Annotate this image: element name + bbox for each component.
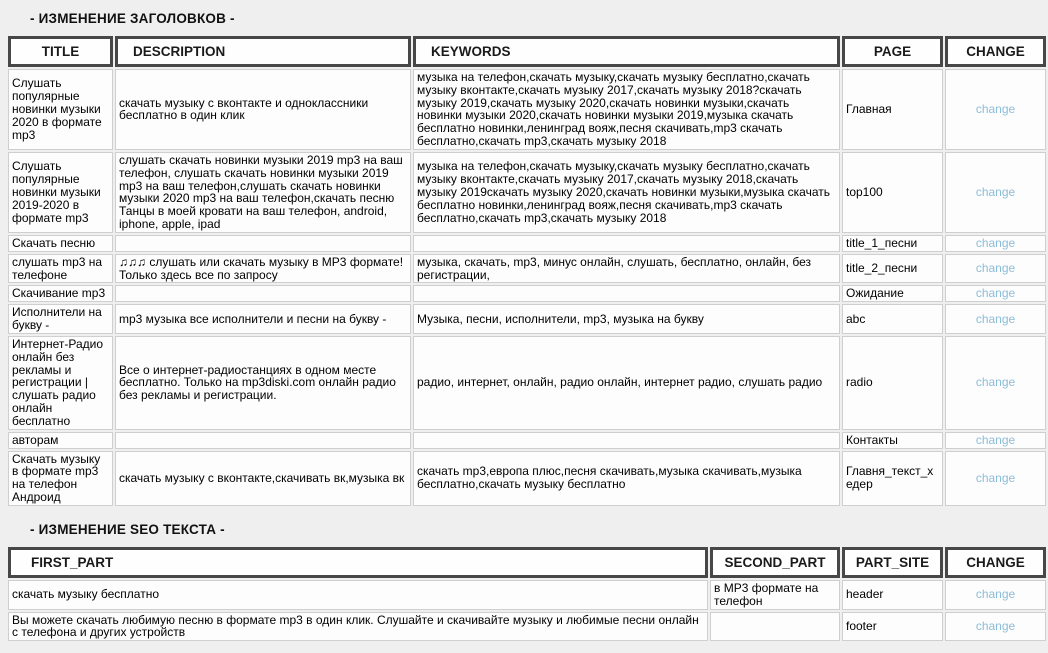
table-row: [8, 152, 1046, 233]
table-row: [8, 304, 1046, 334]
title-cell: Слушать популярные новинки музыки 2019-2020 в формате mp3: [8, 152, 113, 233]
change-cell: [945, 285, 1046, 302]
seo-table-header-row: [8, 547, 1046, 578]
table-row: [8, 235, 1046, 252]
headers-table-head: [8, 36, 1046, 67]
change-link[interactable]: change: [975, 470, 1016, 485]
table-row: [8, 254, 1046, 284]
description-cell: [115, 235, 411, 252]
change-cell: [945, 304, 1046, 334]
column-header-keywords: KEYWORDS: [413, 36, 840, 67]
second-part-cell: в MP3 формате на телефон: [710, 580, 840, 610]
part-site-cell: header: [842, 580, 943, 610]
column-header-page: PAGE: [842, 36, 943, 67]
description-cell: [115, 285, 411, 302]
first-part-cell: Вы можете скачать любимую песню в формате mp3 в один клик. Слушайте и скачивайте музыку и любимые песни онлайн с телефона и других устройств: [8, 612, 708, 642]
keywords-cell: радио, интернет, онлайн, радио онлайн, интернет радио, слушать радио: [413, 336, 840, 430]
change-cell: [945, 336, 1046, 430]
change-link[interactable]: change: [975, 102, 1016, 117]
description-cell: mp3 музыка все исполнители и песни на букву -: [115, 304, 411, 334]
change-cell: [945, 612, 1046, 642]
keywords-cell: [413, 285, 840, 302]
table-row: [8, 69, 1046, 150]
page-cell: Контакты: [842, 432, 943, 449]
title-cell: авторам: [8, 432, 113, 449]
title-cell: Слушать популярные новинки музыки 2020 в формате mp3: [8, 69, 113, 150]
keywords-cell: музыка на телефон,скачать музыку,скачать музыку бесплатно,скачать музыку вконтакте,скачать музыку 2017,скачать музыку 2018?скачать музыку 2019,скачать музыку 2020,скачать новинки музыки,скачать новинки музыки 2020,скачать новинки музыки 2019,музыка скачать бесплатно новинки,ленинград вояж,песня скачивать,mp3 скачать бесплатно,скачать mp3,скачать музыку 2018: [413, 69, 840, 150]
change-cell: [945, 451, 1046, 506]
description-cell: Все о интернет-радиостанциях в одном месте бесплатно. Только на mp3diski.com онлайн радио без рекламы и регистрации.: [115, 336, 411, 430]
seo-table-body: [8, 580, 1046, 641]
seo-table-head: [8, 547, 1046, 578]
change-link[interactable]: change: [975, 311, 1016, 326]
page-cell: Главня_текст_хедер: [842, 451, 943, 506]
description-cell: [115, 432, 411, 449]
headers-table-body: [8, 69, 1046, 506]
description-cell: слушать скачать новинки музыки 2019 mp3 на ваш телефон, слушать скачать новинки музыки 2019 mp3 на ваш телефон,слушать скачать новинки музыки 2020 mp3 на ваш телефон,скачать песню Танцы в моей кровати на ваш телефон, android, iphone, apple, ipad: [115, 152, 411, 233]
table-row: [8, 580, 1046, 610]
keywords-cell: [413, 235, 840, 252]
headers-section-title: - ИЗМЕНЕНИЕ ЗАГОЛОВКОВ -: [30, 11, 235, 26]
headers-table-header-row: [8, 36, 1046, 67]
change-cell: [945, 69, 1046, 150]
page-cell: title_2_песни: [842, 254, 943, 284]
title-cell: Интернет-Радио онлайн без рекламы и регистрации | слушать радио онлайн бесплатно: [8, 336, 113, 430]
column-header-change: CHANGE: [945, 36, 1046, 67]
change-link[interactable]: change: [975, 375, 1016, 390]
first-part-cell: скачать музыку бесплатно: [8, 580, 708, 610]
title-cell: Скачивание mp3: [8, 285, 113, 302]
part-site-cell: footer: [842, 612, 943, 642]
change-link[interactable]: change: [975, 618, 1016, 633]
title-cell: Скачать песню: [8, 235, 113, 252]
column-header-second-part: SECOND_PART: [710, 547, 840, 578]
second-part-cell: [710, 612, 840, 642]
change-link[interactable]: change: [975, 286, 1016, 301]
page-cell: top100: [842, 152, 943, 233]
table-row: [8, 612, 1046, 642]
change-cell: [945, 432, 1046, 449]
change-link[interactable]: change: [975, 261, 1016, 276]
page-cell: Главная: [842, 69, 943, 150]
title-cell: Скачать музыку в формате mp3 на телефон Андроид: [8, 451, 113, 506]
seo-table: [6, 545, 1048, 643]
seo-section-title: - ИЗМЕНЕНИЕ SEO ТЕКСТА -: [30, 521, 225, 537]
table-row: [8, 336, 1046, 430]
description-cell: скачать музыку с вконтакте,скачивать вк,музыка вк: [115, 451, 411, 506]
keywords-cell: музыка, скачать, mp3, минус онлайн, слушать, бесплатно, онлайн, без регистрации,: [413, 254, 840, 284]
change-link[interactable]: change: [975, 432, 1016, 447]
change-link[interactable]: change: [975, 235, 1016, 250]
page-cell: Ожидание: [842, 285, 943, 302]
column-header-first-part: FIRST_PART: [8, 547, 708, 578]
change-cell: [945, 580, 1046, 610]
keywords-cell: [413, 432, 840, 449]
column-header-part-site: PART_SITE: [842, 547, 943, 578]
title-cell: слушать mp3 на телефоне: [8, 254, 113, 284]
page-cell: abc: [842, 304, 943, 334]
change-link[interactable]: change: [975, 587, 1016, 602]
change-cell: [945, 152, 1046, 233]
keywords-cell: Музыка, песни, исполнители, mp3, музыка на букву: [413, 304, 840, 334]
table-row: [8, 432, 1046, 449]
change-cell: [945, 254, 1046, 284]
change-link[interactable]: change: [975, 185, 1016, 200]
page-cell: title_1_песни: [842, 235, 943, 252]
column-header-description: DESCRIPTION: [115, 36, 411, 67]
title-cell: Исполнители на букву -: [8, 304, 113, 334]
description-cell: ♫♫♫ слушать или скачать музыку в MP3 формате! Только здесь все по запросу: [115, 254, 411, 284]
column-header-title: TITLE: [8, 36, 113, 67]
headers-table: [6, 34, 1048, 508]
change-cell: [945, 235, 1046, 252]
table-row: [8, 451, 1046, 506]
keywords-cell: скачать mp3,европа плюс,песня скачивать,музыка скачивать,музыка бесплатно,скачать музыку бесплатно: [413, 451, 840, 506]
description-cell: скачать музыку с вконтакте и одноклассники бесплатно в один клик: [115, 69, 411, 150]
column-header-change: CHANGE: [945, 547, 1046, 578]
page-cell: radio: [842, 336, 943, 430]
keywords-cell: музыка на телефон,скачать музыку,скачать музыку бесплатно,скачать музыку вконтакте,скачать музыку 2017,скачать музыку 2018,скачать музыку 2019скачать музыку 2020,скачать новинки музыки,музыка скачать бесплатно новинки,ленинград вояж,песня скачивать,mp3 скачать бесплатно,скачать mp3,скачать музыку 2018: [413, 152, 840, 233]
table-row: [8, 285, 1046, 302]
